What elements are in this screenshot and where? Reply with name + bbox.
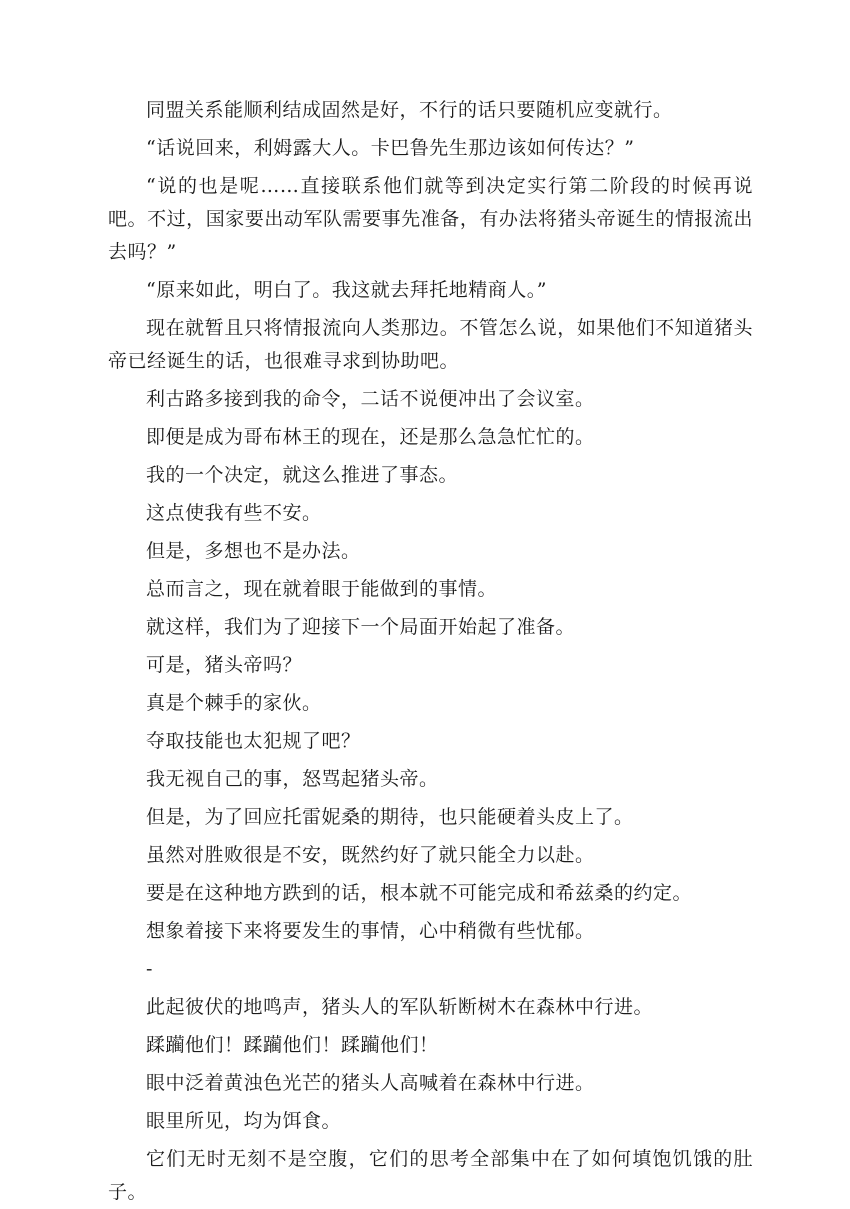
paragraph: “原来如此，明白了。我这就去拜托地精商人。” [146, 279, 547, 301]
paragraph: 总而言之，现在就着眼于能做到的事情。 [146, 578, 498, 600]
paragraph: 我的一个决定，就这么推进了事态。 [146, 464, 459, 486]
paragraph: 蹂躏他们！蹂躏他们！蹂躏他们！ [146, 1034, 439, 1056]
scene-separator: - [146, 958, 153, 980]
paragraph: 虽然对胜败很是不安，既然约好了就只能全力以赴。 [146, 844, 595, 866]
paragraph: 利古路多接到我的命令，二话不说便冲出了会议室。 [146, 388, 595, 410]
paragraph: 想象着接下来将要发生的事情，心中稍微有些忧郁。 [146, 920, 595, 942]
paragraph: 即便是成为哥布林王的现在，还是那么急急忙忙的。 [146, 426, 595, 448]
paragraph: 我无视自己的事，怒骂起猪头帝。 [146, 768, 439, 790]
paragraph: 要是在这种地方跌到的话，根本就不可能完成和希兹桑的约定。 [146, 882, 693, 904]
paragraph: “话说回来，利姆露大人。卡巴鲁先生那边该如何传达？” [146, 137, 635, 159]
paragraph: 但是，多想也不是办法。 [146, 540, 361, 562]
paragraph: 同盟关系能顺利结成固然是好，不行的话只要随机应变就行。 [146, 99, 673, 121]
paragraph: “说的也是呢……直接联系他们就等到决定实行第二阶段的时候再说吧。不过，国家要出动军队需要事先准备，有办法将猪头帝诞生的情报流出去吗？” [108, 175, 753, 263]
paragraph: 这点使我有些不安。 [146, 502, 322, 524]
paragraph: 它们无时无刻不是空腹，它们的思考全部集中在了如何填饱饥饿的肚子。 [108, 1148, 753, 1203]
paragraph: 此起彼伏的地鸣声，猪头人的军队斩断树木在森林中行进。 [146, 996, 654, 1018]
paragraph: 就这样，我们为了迎接下一个局面开始起了准备。 [146, 616, 576, 638]
paragraph: 现在就暂且只将情报流向人类那边。不管怎么说，如果他们不知道猪头帝已经诞生的话，也很难寻求到协助吧。 [108, 317, 753, 372]
paragraph: 眼中泛着黄浊色光芒的猪头人高喊着在森林中行进。 [146, 1072, 595, 1094]
text-column [108, 94, 753, 1209]
paragraph: 眼里所见，均为饵食。 [146, 1110, 342, 1132]
paragraph: 但是，为了回应托雷妮桑的期待，也只能硬着头皮上了。 [146, 806, 634, 828]
paragraph: 夺取技能也太犯规了吧？ [146, 730, 361, 752]
paragraph: 可是，猪头帝吗？ [146, 654, 303, 676]
paragraph: 真是个棘手的家伙。 [146, 692, 322, 714]
